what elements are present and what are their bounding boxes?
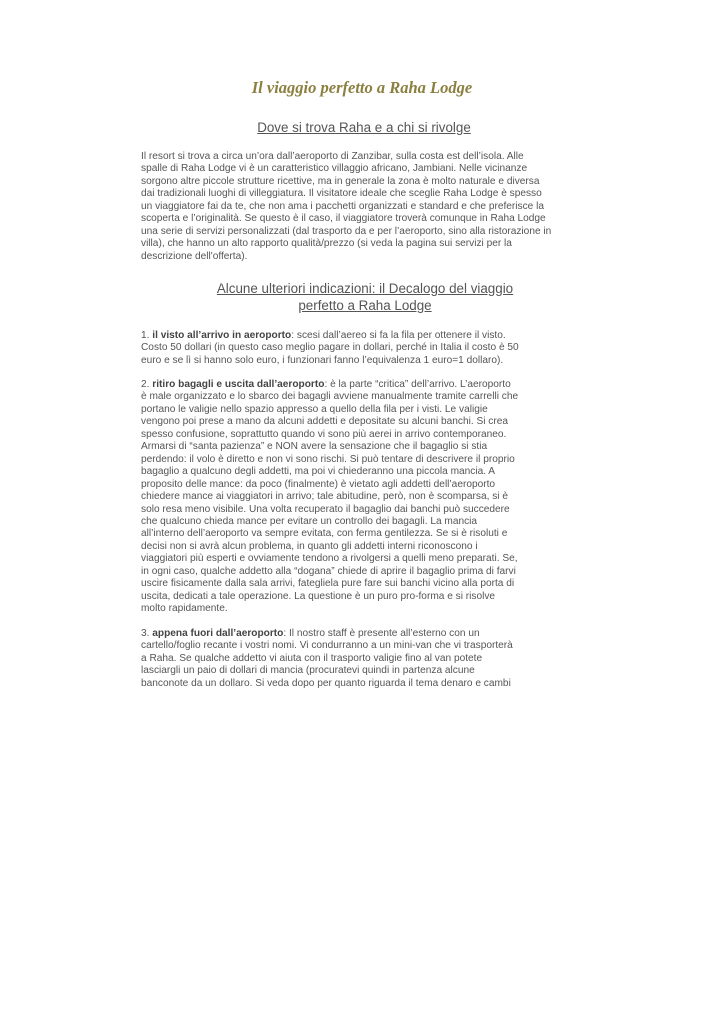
text-line: uscire fisicamente dalla sala arrivi, fategliela pure fare sui banchi vicino alla porta di <box>141 578 515 590</box>
text-line: chiedere mance ai viaggiatori in arrivo; tale abitudine, però, non è scomparsa, si è <box>141 491 508 503</box>
item-heading: il visto all’arrivo in aeroporto <box>152 330 292 341</box>
text-line: portano le valigie nello spazio appresso a quello della fila per i visti. Le valigie <box>141 403 488 415</box>
text-line: decisi non si avrà alcun problema, in quanto gli addetti interni riconoscono i <box>141 540 478 552</box>
item-number: 1. <box>141 330 153 341</box>
text-line: bagaglio a qualcuno degli addetti, ma poi vi chiederanno una piccola mancia. A <box>141 466 496 478</box>
decalogue-item-3 <box>141 628 566 690</box>
text-line: uscita, dedicati a tale operazione. La questione è un puro pro-forma e si risolve <box>141 590 496 602</box>
text-line: lasciargli un paio di dollari di mancia (procuratevi quindi in partenza alcune <box>141 665 475 677</box>
decalogue-item-2 <box>141 379 566 616</box>
text-line: dai tradizionali luoghi di villeggiatura. Il visitatore ideale che sceglie Raha Lodge è spesso <box>141 188 542 200</box>
text-line: una serie di servizi personalizzati (dal trasporto da e per l’aeroporto, sino alla ristorazione in <box>141 225 552 237</box>
text-line: euro e se lì si hanno solo euro, i funzionari fanno l’equivalenza 1 euro=1 dollaro). <box>141 354 504 366</box>
text-line: in ogni caso, qualche addetto alla “dogana” chiede di aprire il bagaglio prima di farvi <box>141 565 516 577</box>
text-line: cartello/foglio recante i vostri nomi. Vi condurranno a un mini-van che vi trasporterà <box>141 640 513 652</box>
heading-line: perfetto a Raha Lodge <box>298 298 432 313</box>
document-title: Il viaggio perfetto a Raha Lodge <box>251 78 473 97</box>
text-line: vengono poi prese a mano da alcuni addetti e depositate su alcuni banchi. Si crea <box>141 416 508 428</box>
item-number: 2. <box>141 379 153 390</box>
heading-line: Alcune ulteriori indicazioni: il Decalogo del viaggio <box>216 281 514 296</box>
item-text: : Il nostro staff è presente all’esterno con un <box>283 628 480 639</box>
decalogue-item-1 <box>141 330 566 367</box>
text-line: molto rapidamente. <box>141 603 228 615</box>
text-line <box>141 628 566 640</box>
text-line: perdendo: il volo è diretto e non vi sono rischi. Si può tentare di descrivere il proprio <box>141 453 515 465</box>
section-heading-location: Dove si trova Raha e a chi si rivolge <box>257 120 471 135</box>
text-line: è male organizzato e lo sbarco dei bagagli avviene manualmente tramite carrelli che <box>141 391 519 403</box>
text-line: spalle di Raha Lodge vi è un caratteristico villaggio africano, Jambiani. Nelle vicinanze <box>141 163 528 175</box>
intro-paragraph <box>141 151 566 263</box>
section-heading-decalogue <box>190 280 540 314</box>
item-text: : scesi dall’aereo si fa la fila per ottenere il visto. <box>291 330 506 341</box>
text-line: scoperta e l’originalità. Se questo è il caso, il viaggiatore troverà comunque in Raha Lodge <box>141 213 546 225</box>
text-line: banconote da un dollaro. Si veda dopo per quanto riguarda il tema denaro e cambi <box>141 677 511 689</box>
text-line: che qualcuno chieda mance per evitare un controllo dei bagagli. La mancia <box>141 515 478 527</box>
text-line: Costo 50 dollari (in questo caso meglio pagare in dollari, perché in Italia il costo è 50 <box>141 342 519 354</box>
item-number: 3. <box>141 628 153 639</box>
text-line <box>141 330 566 342</box>
text-line: proposito delle mance: da poco (finalmente) è vietato agli addetti dell’aeroporto <box>141 478 496 490</box>
text-line: viaggiatori più esperti e ovviamente tendono a rivolgersi a quelli meno preparati. Se, <box>141 553 518 565</box>
text-line <box>141 379 566 391</box>
text-line: Armarsi di “santa pazienza” e NON avere la sensazione che il bagaglio si stia <box>141 441 488 453</box>
text-line: solo resa meno visibile. Una volta recuperato il bagaglio dai banchi può succedere <box>141 503 510 515</box>
item-text: : è la parte “critica” dell’arrivo. L’aeroporto <box>324 379 511 390</box>
text-line: descrizione dell'offerta). <box>141 250 248 262</box>
item-heading: appena fuori dall’aeroporto <box>152 628 284 639</box>
text-line: un viaggiatore fai da te, che non ama i pacchetti organizzati e standard e che preferisce la <box>141 200 544 212</box>
text-line: Il resort si trova a circa un’ora dall’aeroporto di Zanzibar, sulla costa est dell’isola. Alle <box>141 151 524 162</box>
text-line: a Raha. Se qualche addetto vi aiuta con il trasporto valigie fino al van potete <box>141 652 483 664</box>
text-line: all’interno dell’aeroporto va sempre evitata, con ferma gentilezza. Se si è risoluti e <box>141 528 508 540</box>
item-heading: ritiro bagagli e uscita dall’aeroporto <box>152 379 325 390</box>
text-line: sorgono altre piccole strutture ricettive, ma in generale la zona è molto naturale e diversa <box>141 175 540 187</box>
text-line: spesso confusione, soprattutto quando vi sono più aerei in arrivo contemporaneo. <box>141 428 507 440</box>
text-line: villa), che hanno un alto rapporto qualità/prezzo (si veda la pagina sui servizi per la <box>141 238 512 250</box>
